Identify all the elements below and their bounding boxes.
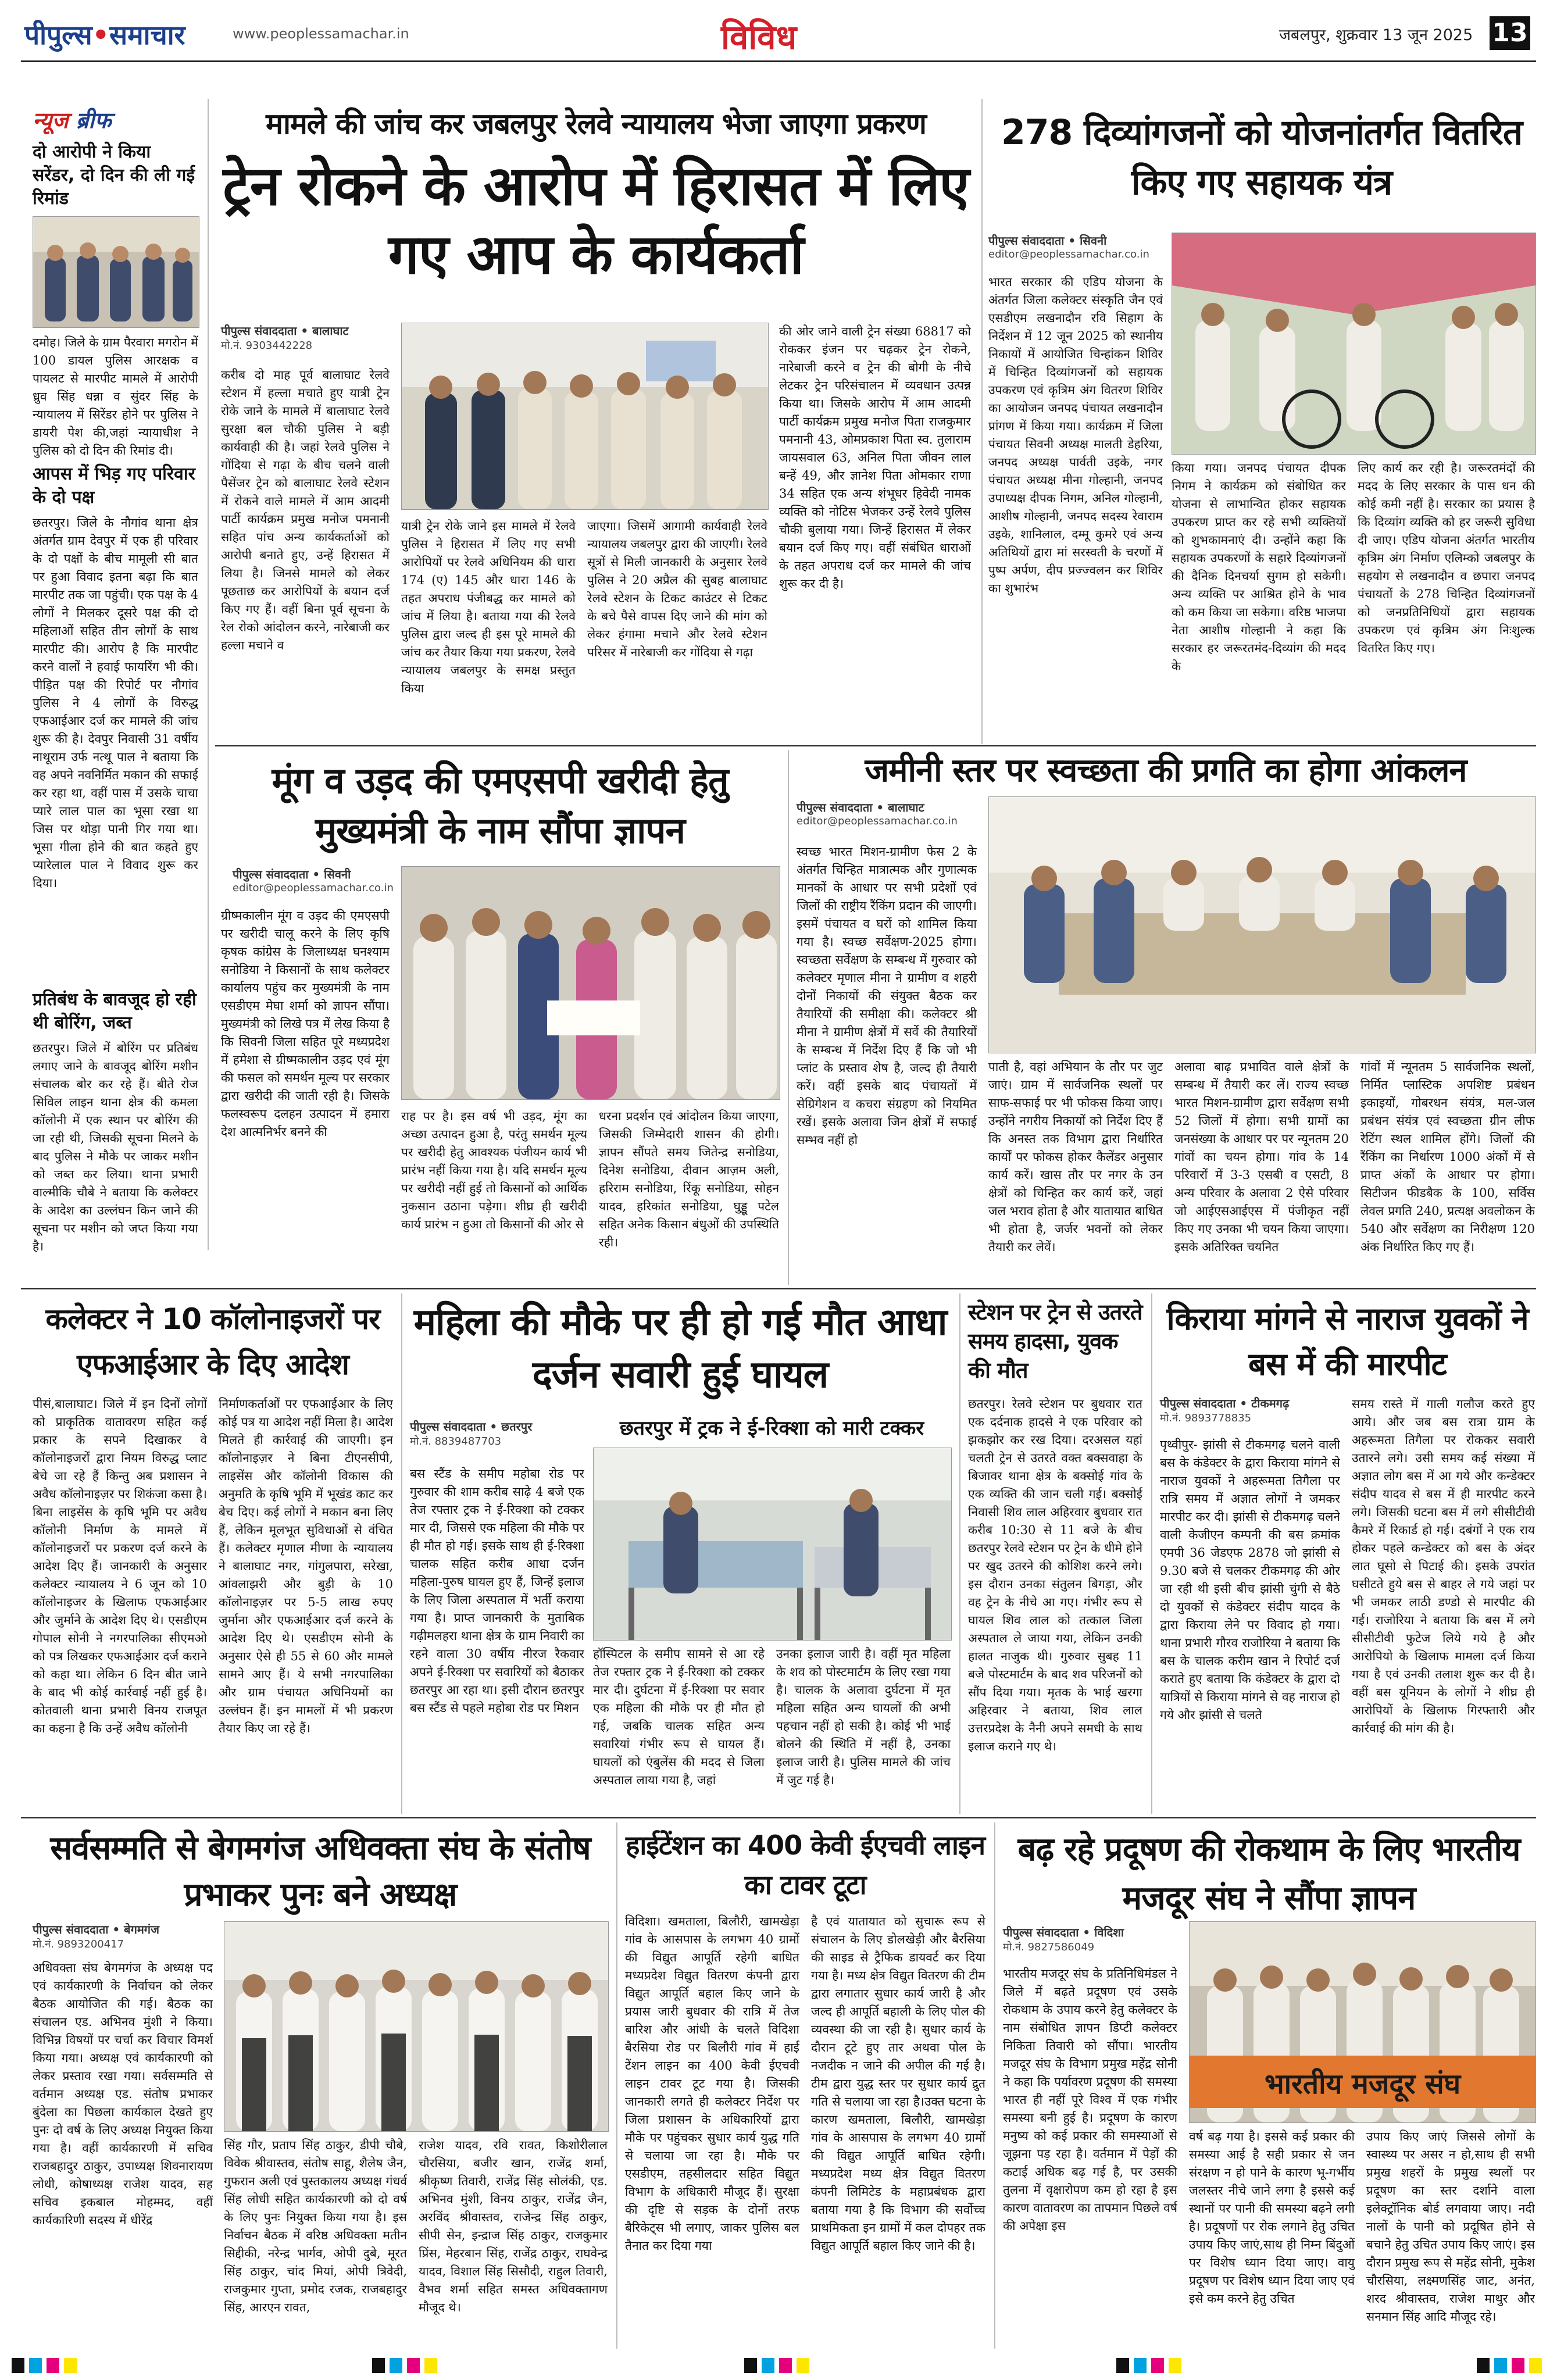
a9-col-3: राजेश यादव, रवि रावत, किशोरीलाल चौरसिया, बजीर खान, राजेंद्र शर्मा, श्रीकृष्ण तिवारी, राजेंद्र सिंह सोलंकी, एड. अभिनव मुंशी, विनय ठाकुर, राजेंद्र जैन, अरविंद श्रीवास्तव, राजेन्द्र सिंह ठाकुर, सीपी सेन, इन्द्राज सिंह ठाकुर, राजकुमार प्रिंस, मेहरबान सिंह, राजेंद्र ठाकुर, राघवेन्द्र यादव, विशाल सिंह सिसौदी, राहुल तिवारी, वैभव शर्मा सहित समस्त अधिवक्तागण मौजूद थे। bbox=[419, 2138, 608, 2314]
color-registration-strip bbox=[0, 2354, 1557, 2378]
a1-byline-text: पीपुल्स संवाददाता • बालाघाट bbox=[221, 324, 349, 338]
a6-byline bbox=[410, 1418, 584, 1448]
a3-divider bbox=[788, 750, 789, 1285]
masthead-rule bbox=[21, 60, 1536, 62]
news-brief bbox=[33, 105, 198, 1273]
a6-col-1: बस स्टैंड के समीप महोबा रोड पर गुरुवार की शाम करीब साढ़े 4 बजे एक तेज रफ्तार ट्रक ने ई-रिक्शा को टक्कर मार दी, जिससे एक महिला की मौके पर ही मौत हो गई। इसके साथ ही ई-रिक्शा चालक सहित करीब आधा दर्जन महिला-पुरुष घायल हुए हैं, जिन्हें इलाज के लिए जिला अस्पताल में भर्ती कराया गया है। प्राप्त जानकारी के मुताबिक गढ़ीमलहरा थाना क्षेत्र के ग्राम निवारी का रहने वाला 30 वर्षीय नीरज रैकवार अपने ई-रिक्शा पर सवारियों को बैठाकर छतरपुर आ रहा था। इसी दौरान छतरपुर बस स्टैंड से पहले महोबा रोड पर मिशन bbox=[410, 1467, 584, 1715]
a4-col-2: पाती है, वहां अभियान के तौर पर जुट जाएं। ग्राम में सार्वजनिक स्थलों पर साफ-सफाई पर भी फोकस किया जाए। उन्होंने नगरीय निकायों को निर्देश दिए हैं कि अनस्त तक विभाग द्वारा निर्धारित कार्यों पर फोकस होकर कैलेंडर अनुसार कार्य करें। खास तौर पर नगर के उन क्षेत्रों को चिन्हित कर कार्य करें, जहां जल भराव होता है और यातायात बाधित भी होता है, जर्जर भवनों को लेकर तैयारी कर लेवें। bbox=[988, 1060, 1163, 1254]
brief-text-3: छतरपुर। जिले में बोरिंग पर प्रतिबंध लगाए जाने के बावजूद बोरिंग मशीन संचालक बोर कर रहे हैं। बीते रोज सिविल लाइन थाना क्षेत्र की कमला कॉलोनी में एक स्थान पर बोरिंग की जा रही थी, जिसकी सूचना मिलने के बाद पुलिस ने मौके पर जाकर मशीन को जब्त कर लिया। थाना प्रभारी वाल्मीकि चौबे ने बताया कि कलेक्टर के आदेश का उल्लंघन किन जाने की सूचना पर मशीन को जप्त किया गया है। bbox=[33, 1041, 198, 1253]
paper-name: पीपुल्स bbox=[24, 19, 92, 51]
a11-col-1: भारतीय मजदूर संघ के प्रतिनिधिमंडल ने जिले में बढ़ते प्रदूषण एवं उसके रोकथाम के उपाय करने हेतु कलेक्टर के नाम संबोधित ज्ञापन डिप्टी कलेक्टर निकिता तिवारी को सौंपा। भारतीय मजदूर संघ के विभाग प्रमुख महेंद्र सोनी ने कहा कि पर्यावरण प्रदूषण की समस्या भारत ही नहीं पूरे विश्व में एक गंभीर समस्या बनी हुई है। प्रदूषण के कारण मनुष्य को कई प्रकार की समस्याओं से जूझना पड़ रहा है। वर्तमान में पेड़ों की कटाई अधिक बढ़ गई है, पर उसकी तुलना में वृक्षारोपण कम हो रहा है इस कारण वातावरण का तापमान पिछले वर्ष की अपेक्षा इस bbox=[1003, 1967, 1177, 2233]
brief-label-2: ब्रीफ bbox=[76, 108, 112, 133]
a6-subhead: छतरपुर में ट्रक ने ई-रिक्शा को मारी टक्कर bbox=[619, 1417, 924, 1440]
a3-headline: मूंग व उड़द की एमएसपी खरीदी हेतु मुख्यमंत्री के नाम सौंपा ज्ञापन bbox=[272, 759, 728, 852]
a9-byline bbox=[33, 1921, 219, 1951]
brief-text-1: दमोह। जिले के ग्राम पैरवारा मगरोन में 100 डायल पुलिस आरक्षक व पायलट से मारपीट मामले में आरोपी ध्रुव सिंह धन्ना व सुंदर सिंह के न्यायालय में सिरेंडर होने पर पुलिस ने डायरी पेश की,जहां न्यायाधीश ने पुलिस को दो दिन की रिमांड दी। bbox=[33, 335, 198, 458]
a8-col-1: पृथ्वीपुर- झांसी से टीकमगढ़ चलने वाली बस के कंडेक्टर के द्वारा किराया मांगने से नाराज युवकों ने अहरूमता तिगैला पर रात्रि समय में अज्ञात लोगों ने जमकर मारपीट कर दी। झांसी से टीकमगढ़ चलने वाली केजीएन कम्पनी की बस क्रमांक एमपी 36 जेडएफ 2878 जो झांसी से 9.30 बजे से चलकर टीकमगढ़ की ओर जा रही थी इसी बीच झांसी चुंगी से बैठे दो युवकों से कंडेक्टर संदीप यादव के द्वारा किराया लेने पर विवाद हो गया। थाना प्रभारी गौरव राजोरिया ने बताया कि बस के चालक करीम खान ने रिपोर्ट दर्ज कराते हुए बताया कि कंडेक्टर के द्वारा दो यात्रियों से किराया मांगने से वह नाराज हो गये और झांसी से चलते bbox=[1160, 1438, 1340, 1722]
a1-mobile: मो.नं. 9303442228 bbox=[221, 340, 313, 352]
a6-col-2: हॉस्पिटल के समीप सामने से आ रहे तेज रफ्तार ट्रक ने ई-रिक्शा को टक्कर मार दी। दुर्घटना में ई-रिक्शा पर सवार एक महिला की मौके पर ही मौत हो गई, जबकि चालक सहित अन्य सवारियां गंभीर रूप से घायल हैं। घायलों को एंबुलेंस की मदद से जिला अस्पताल लाया गया है, जहां bbox=[593, 1647, 765, 1787]
page-number: 13 bbox=[1490, 16, 1530, 50]
a6-mobile: मो.नं. 8839487703 bbox=[410, 1435, 502, 1448]
a2-byline-text: पीपुल्स संवाददाता • सिवनी bbox=[988, 234, 1107, 248]
a1-photo-svg bbox=[402, 323, 768, 509]
a1-col-2: यात्री ट्रेन रोके जाने इस मामले में रेलवे पुलिस ने हिरासत में लिए गए सभी आरोपियों पर रेलवे अधिनियम की धारा 174 (ए) 145 और धारा 146 के तहत अपराध पंजीबद्ध कर मामले को जांच में लिया है। बताया गया की रेलवे पुलिस द्वारा जल्द ही इस पूरे मामले की जांच कर तैयार किया गया प्रकरण, रेलवे न्यायालय जबलपुर के समक्ष प्रस्तुत किया bbox=[401, 519, 576, 695]
a10-divider bbox=[994, 1822, 995, 2349]
a2-headline: 278 दिव्यांगजनों को योजनांतर्गत वितरित किए गए सहायक यंत्र bbox=[1001, 112, 1523, 203]
a3-col-2: राह पर है। इस वर्ष भी उड़द, मूंग का अच्छा उत्पादन हुआ है, परंतु समर्थन मूल्य पर खरीदी हेतु आवश्यक पंजीयन कार्य भी प्रारंभ नहीं किया गया है। यदि समर्थन मूल्य पर खरीदी नहीं हुई तो किसानों को आर्थिक नुकसान उठाना पड़ेगा। शीघ्र ही खरीदी कार्य प्रारंभ न हुआ तो किसानों की ओर से bbox=[401, 1109, 587, 1231]
a2-byline bbox=[988, 233, 1163, 260]
a7-headline: स्टेशन पर ट्रेन से उतरते समय हादसा, युवक की मौत bbox=[968, 1299, 1142, 1383]
a8-byline bbox=[1160, 1395, 1340, 1425]
a4-headline: जमीनी स्तर पर स्वच्छता की प्रगति का होगा आंकलन bbox=[865, 752, 1467, 789]
brief-label-1: न्यूज bbox=[33, 108, 69, 133]
a5-divider bbox=[401, 1293, 402, 1814]
a4-col-3: अलावा बाढ़ प्रभावित वाले क्षेत्रों के सम्बन्ध में तैयारी कर लें। राज्य स्वच्छ भारत मिशन-ग्रामीण द्वारा सर्वेक्षण सभी 52 जिलों में होगा। सभी ग्रामों का जनसंख्या के आधार पर पर न्यूनतम 20 गांवों का चयन होगा। गांव के 14 परिवारों में 3-3 एसबी व एसटी, 8 अन्य परिवार के अलावा 2 ऐसे परिवार जो आईएसआईएस में पंजीकृत नहीं किए गए उनका भी चयन किया जाएगा। इसके अतिरिक्त चयनित bbox=[1174, 1060, 1349, 1254]
a8-byline-text: पीपुल्स संवाददाता • टीकमगढ़ bbox=[1160, 1396, 1290, 1410]
a9-col-1: अधिवक्ता संघ बेगमगंज के अध्यक्ष पद एवं कार्यकारणी के निर्वाचन को लेकर बैठक आयोजित की गई। बैठक का संचालन एड. अभिनव मुंशी ने किया। विभिन्न विषयों पर चर्चा कर विचार विमर्श किया गया। अध्यक्ष एवं कार्यकारणी को लेकर प्रस्ताव रखा गया। सर्वसम्मति से वर्तमान अध्यक्ष एड. संतोष प्रभाकर बुंदेला का पिछला कार्यकाल देखते हुए पुनः दो वर्ष के लिए अध्यक्ष नियुक्त किया गया है। वहीं कार्यकारणी में सचिव राजबहादुर ठाकुर, उपाध्यक्ष शिवनारायण लोधी, कोषाध्यक्ष राजेश यादव, सह सचिव इकबाल मोहम्मद, वहीं कार्यकारिणी सदस्य में धीरेंद्र bbox=[33, 1961, 213, 2227]
brief-headline-1: दो आरोपी ने किया सरेंडर, दो दिन की ली गई रिमांड bbox=[33, 142, 195, 209]
a3-photo-svg bbox=[402, 867, 780, 1099]
a6-byline-text: पीपुल्स संवाददाता • छतरपुर bbox=[410, 1420, 533, 1434]
a4-col-1: स्वच्छ भारत मिशन-ग्रामीण फेस 2 के अंतर्गत चिन्हित मात्रात्मक और गुणात्मक मानकों के आधार पर सभी प्रदेशों एवं जिलों की राष्ट्रीय रैंकिंग प्रदान की जाएगी। इसमें पंचायत व घरों को शामिल किया गया है। स्वच्छ सर्वेक्षण-2025 होगा। स्वच्छता सर्वेक्षण के सम्बन्ध में गुरुवार को कलेक्टर मृणाल मीना ने ग्रामीण व शहरी दोनों निकायों की संयुक्त बैठक कर तैयारियों की समीक्षा की। कलेक्टर श्री मीना ने ग्रामीण क्षेत्रों में सर्वे की तैयारियों के सम्बन्ध में निर्देश दिए हैं कि जो भी प्लांट के प्रस्ताव शेष है, जल्द ही तैयारी करें। वहीं इसके बाद पंचायतों में सेग्रिगेशन व कचरा संग्रहण को नियमित रखें। इसके अलावा जिन क्षेत्रों में सफाई सम्भव नहीं हो bbox=[797, 845, 977, 1147]
a3-byline bbox=[233, 866, 407, 894]
color-strip-svg bbox=[0, 2354, 1557, 2378]
a4-photo-svg bbox=[989, 797, 1535, 1053]
brief-photo-svg bbox=[33, 217, 199, 327]
a8-mobile: मो.नं. 9893778835 bbox=[1160, 1412, 1252, 1424]
section-title: विविध bbox=[721, 17, 797, 57]
a2-photo bbox=[1172, 233, 1536, 455]
a9-photo bbox=[224, 1921, 609, 2132]
a4-photo bbox=[988, 796, 1536, 1053]
a11-byline-text: पीपुल्स संवाददाता • विदिशा bbox=[1003, 1925, 1124, 1939]
brief-headline-3: प्रतिबंध के बावजूद हो रही थी बोरिंग, जब्त bbox=[33, 989, 197, 1033]
a2-col-2: किया गया। जनपद पंचायत दीपक निगम ने कार्यक्रम को संबोधित कर योजना से लाभान्वित होकर सहायक उपकरण प्राप्त कर रहे सभी व्यक्तियों को शुभकामनाएं दी। उन्होंने कहा कि सहायक उपकरणों के सहारे दिव्यांगजनों की दैनिक दिनचर्या सुगम हो सकेगी। अन्य व्यक्ति पर आश्रित होने के भाव को कम किया जा सकेगा। वरिष्ठ भाजपा नेता आशीष गोल्हानी ने कहा कि सरकार हर जरूरतमंद-दिव्यांग की मदद के bbox=[1172, 461, 1346, 673]
a3-col-1: ग्रीष्मकालीन मूंग व उड़द की एमएसपी पर खरीदी चालू करने के लिए कृषि कृषक कांग्रेस के जिलाध्यक्ष घनश्याम सनोडिया ने किसानों के साथ कलेक्टर कार्यालय पहुंच कर मुख्यमंत्री के नाम एसडीएम मेघा शर्मा को ज्ञापन सौंपा। मुख्यमंत्री को लिखे पत्र में लेख किया है कि सिवनी जिला सहित पूरे मध्यप्रदेश में हमेशा से ग्रीष्मकालीन उड़द एवं मूंग की फसल को समर्थन मूल्य पर सरकार द्वारा खरीदी की जाती रही है। जिसके फलस्वरूप दलहन उत्पादन में हमारा देश आत्मनिर्भर बनने की bbox=[221, 909, 390, 1139]
a6-divider bbox=[959, 1293, 960, 1814]
a3-col-3: धरना प्रदर्शन एवं आंदोलन किया जाएगा, जिसकी जिम्मेदारी शासन की होगी। ज्ञापन सौंपते समय जितेन्द्र सनोडिया, दिनेश सनोडिया, दीवान आज़म अली, हरिराम सनोडिया, रिंकू सनोडिया, सोहन यादव, हरिकांत सनोडिया, घुड्डू पटेल सहित अनेक किसान बंधुओं की उपस्थिति रही। bbox=[599, 1109, 779, 1249]
a9-headline: सर्वसम्मति से बेगमगंज अधिवक्ता संघ के संतोष प्रभाकर पुनः बने अध्यक्ष bbox=[50, 1829, 591, 1914]
paper-logo: पीपुल्स•समाचार bbox=[24, 19, 185, 51]
a1-col-4: की ओर जाने वाली ट्रेन संख्या 68817 को रोककर इंजन पर चढ़कर ट्रेन रोकने, नारेबाजी करने व ट्रेन की बोगी के नीचे लेटकर ट्रेन परिसंचालन में व्यवधान उत्पन्न किया था। जिसके आरोप में आम आदमी पार्टी कार्यक्रम प्रमुख मनोज पिता राजकुमार पमनानी 43, ओमप्रकाश पिता स्व. तुलाराम जायसवाल 63, अनिल पिता जीवन लाल बन्हें 49, और ज्ञानेश पिता ओमकार राणा 34 सहित एक अन्य शंभूधर हिवेदी नामक व्यक्ति को नोटिस भेजकर उन्हें रेलवे पुलिस चौकी बुलाया गया। जिन्हें हिरासत में लेकर बयान दर्ज किए गए। वहीं संबंधित धाराओं के तहत अपराध दर्ज कर मामले की जांच शुरू कर दी है। bbox=[779, 324, 971, 591]
rule-3 bbox=[21, 1817, 1536, 1818]
a3-email: editor@peoplessamachar.co.in bbox=[233, 882, 394, 894]
a9-col-2: सिंह गौर, प्रताप सिंह ठाकुर, डीपी चौबे, विवेक श्रीवास्तव, संतोष साहू, शैलेष जैन, गुफरान अली एवं पुस्तकालय अध्यक्ष गंधर्व सिंह लोधी सहित कार्यकारणी को दो वर्ष के लिए पुनः नियुक्त किया गया है। इस निर्वाचन बैठक में वरिष्ठ अधिवक्ता मतीन सिद्दीकी, नरेन्द्र भार्गव, ओपी दुबे, मूरत सिंह ठाकुर, चांद मियां, ओपी त्रिवेदी, राजकुमार गुप्ता, प्रमोद रजक, राजबहादुर सिंह, आरएन रावत, bbox=[224, 2138, 407, 2314]
a2-photo-svg bbox=[1172, 233, 1535, 454]
a11-byline bbox=[1003, 1924, 1177, 1954]
a11-mobile: मो.नं. 9827586049 bbox=[1003, 1941, 1095, 1953]
rule-1 bbox=[215, 745, 1536, 746]
a9-mobile: मो.नं. 9893200417 bbox=[33, 1938, 124, 1950]
a2-col-3: लिए कार्य कर रही है। जरूरतमंदों की मदद के लिए सरकार के पास धन की कोई कमी नहीं है। सरकार का प्रयास है कि दिव्यांग व्यक्ति को हर जरूरी सुविधा दी जाए। एडिप योजना अंतर्गत भारतीय कृत्रिम अंग निर्माण एलिम्को जबलपुर के सहयोग से लखनादौन व छपारा जनपद पंचायतों के 278 चिन्हित दिव्यांगजनों को जनप्रतिनिधियों द्वारा सहायक उपकरण एवं कृत्रिम अंग निःशुल्क वितरित किए गए। bbox=[1358, 461, 1535, 655]
brief-text-2: छतरपुर। जिले के नौगांव थाना क्षेत्र अंतर्गत ग्राम देवपुर में एक ही परिवार के दो पक्षों के बीच मामूली सी बात पर हुआ विवाद इतना बढ़ा कि बात मारपीट तक जा पहुंची। एक पक्ष के 4 लोगों ने मिलकर दूसरे पक्ष की दो महिलाओं सहित तीन लोगों के साथ मारपीट की। आरोप है कि मारपीट करने वालों ने हवाई फायरिंग भी की। पीड़ित पक्ष की रिपोर्ट पर नौगांव पुलिस ने 4 लोगों के विरुद्ध एफआईआर दर्ज कर मामले की जांच शुरू की है। देवपुर निवासी 31 वर्षीय नाथूराम उर्फ नत्थू पाल ने बताया कि वह अपने नवनिर्मित मकान की सफाई कर रहा था, वहीं पास में उसके चाचा प्यारे लाल पाल का भूसा रखा था जिस पर थोड़ा पानी गिर गया था। भूसा गीला होने की बात कहते हुए प्यारेलाल पाल ने विवाद शुरू कर दिया। bbox=[33, 516, 198, 890]
rule-2 bbox=[21, 1288, 1536, 1289]
a4-byline-text: पीपुल्स संवाददाता • बालाघाट bbox=[797, 801, 924, 814]
a11-headline: बढ़ रहे प्रदूषण की रोकथाम के लिए भारतीय मजदूर संघ ने सौंपा ज्ञापन bbox=[1017, 1831, 1520, 1917]
a1-divider bbox=[981, 99, 983, 744]
a1-byline bbox=[221, 323, 395, 352]
a6-col-3: उनका इलाज जारी है। वहीं मृत महिला के शव को पोस्टमार्टम के लिए रखा गया है। चालक के अलावा दुर्घटना में मृत महिला सहित अन्य घायलों की अभी पहचान नहीं हो सकी है। कोई भी भाई बोलने की स्थिति में नहीं है, उनका इलाज जारी है। पुलिस मामले की जांच में जुट गई है। bbox=[776, 1647, 951, 1787]
a11-col-3: उपाय किए जाएं जिससे लोगों के स्वास्थ्य पर असर न हो,साथ ही सभी प्रमुख शहरों के प्रमुख स्थलों पर प्रदूषण का स्तर दर्शाने वाला इलेक्ट्रॉनिक बोर्ड लगवाया जाए। नदी नालों के पानी को प्रदूषित होने से बचाने हेतु उचित उपाय किए जाएं। इस दौरान प्रमुख रूप से महेंद्र सोनी, मुकेश चौरसिया, लक्ष्मणसिंह जाट, अनंत, शरद श्रीवास्तव, राजेश माथुर और सनमान सिंह आदि मौजूद रहे। bbox=[1366, 2129, 1535, 2324]
a2-email: editor@peoplessamachar.co.in bbox=[988, 248, 1149, 260]
a1-kicker: मामले की जांच कर जबलपुर रेलवे न्यायालय भेजा जाएगा प्रकरण bbox=[266, 107, 926, 141]
a1-col-3: जाएगा। जिसमें आगामी कार्यवाही रेलवे न्यायालय जबलपुर द्वारा की जाएगी। रेलवे सूत्रों से मिली जानकारी के अनुसार रेलवे पुलिस ने 20 अप्रैल की सुबह बालाघाट रेलवे स्टेशन के टिकट काउंटर से टिकट के बचे पैसे वापस दिए जाने की मांग को लेकर हंगामा मचाने और रेलवे स्टेशन परिसर में नारेबाजी कर गोंदिया से गढ़ा bbox=[587, 519, 767, 659]
paper-name-2: समाचार bbox=[109, 19, 185, 51]
a6-photo bbox=[593, 1448, 952, 1641]
a8-headline: किराया मांगने से नाराज युवकों ने बस में की मारपीट bbox=[1166, 1300, 1529, 1382]
a3-photo bbox=[401, 866, 780, 1100]
brief-photo bbox=[33, 216, 199, 328]
a5-col-1: पीसं,बालाघाट। जिले में इन दिनों लोगों को प्राकृतिक वातावरण सहित कई प्रकार के सपने दिखाकर वे कॉलोनाइजरों द्वारा नियम विरुद्ध प्लाट बेचे जा रहे हैं किन्तु अब प्रशासन ने अवैध कॉलोनाइज़र पर शिकंजा कसा है। बिना लाइसेंस के कृषि भूमि पर अवैध कॉलोनी निर्माण के मामले में कॉलोनाइजरों पर प्रकरण दर्ज करने के आदेश दिए हैं। जानकारी के अनुसार कलेक्टर न्यायालय ने 6 जून को 10 कॉलोनाइजर के खिलाफ एफआईआर और जुर्माने के आदेश दिए थे। एसडीएम गोपाल सोनी ने नगरपालिका सीएमओ को पत्र लिखकर एफआईआर दर्ज कराने को कहा था। लेकिन 6 दिन बीत जाने के बाद भी कोई कार्रवाई नहीं हुई है। कोतवाली थाना प्रभारी विनय राजपूत का कहना है कि उन्हें अवैध कॉलोनी bbox=[33, 1397, 207, 1735]
a5-col-2: निर्माणकर्ताओं पर एफआईआर के लिए कोई पत्र या आदेश नहीं मिला है। आदेश मिलते ही कार्रवाई की जाएगी। इन कॉलोनाइज़र ने बिना टीएनसीपी, लाइसेंस और कॉलोनी विकास की अनुमति के कृषि भूमि में भूखंड काट कर बेच दिए। कई लोगों ने मकान बना लिए हैं, लेकिन मूलभूत सुविधाओं से वंचित हैं। कलेक्टर मृणाल मीणा के न्यायालय ने बालाघाट नगर, गांगुलपारा, सरेखा, आंवलाझरी और बुड़ी के 10 कॉलोनाइज़र पर 5-5 लाख रुपए जुर्माना और एफआईआर दर्ज करने के आदेश दिए थे। एसडीएम सोनी के अनुसार ऐसे ही 55 से 60 और मामले सामने आए हैं। ये सभी नगरपालिका और ग्राम पंचायत अधिनियमों का उल्लंघन हैं। इन मामलों में भी प्रकरण तैयार किए जा रहे हैं। bbox=[219, 1397, 393, 1735]
a3-byline-text: पीपुल्स संवाददाता • सिवनी bbox=[233, 867, 351, 881]
a6-photo-svg bbox=[594, 1448, 951, 1640]
a11-col-2: वर्ष बढ़ गया है। इससे कई प्रकार की समस्या आई है सही प्रकार से जन संरक्षण न हो पाने के कारण भू-गर्भीय जलस्तर नीचे जाने लगा है इससे कई स्थानों पर पानी की समस्या बढ़ने लगी है। प्रदूषणों पर रोक लगाने हेतु उचित उपाय किए जाएं,साथ ही निम्न बिंदुओं पर विशेष ध्यान दिया जाए। वायु प्रदूषण पर विशेष ध्यान दिया जाए एवं इसे कम करने हेतु उचित bbox=[1189, 2129, 1355, 2306]
a10-headline: हाईटेंशन का 400 केवी ईएचवी लाइन का टावर टूटा bbox=[625, 1829, 985, 1900]
a1-photo bbox=[401, 323, 769, 510]
a5-headline: कलेक्टर ने 10 कॉलोनाइजरों पर एफआईआर के दिए आदेश bbox=[45, 1302, 380, 1381]
site-url: www.peoplessamachar.in bbox=[233, 26, 409, 42]
a2-col-1: भारत सरकार की एडिप योजना के अंतर्गत जिला कलेक्टर संस्कृति जैन एवं एसडीएम लखनादौन रवि सिहाग के निर्देशन में 12 जून 2025 को स्थानीय निकायों में आयोजित चिन्हांकन शिविर में चिन्हित दिव्यांगजनों को सहायक उपकरण एवं कृत्रिम अंग वितरण शिविर का आयोजन जनपद पंचायत लखनादौन प्रांगण में किया गया। कार्यक्रम में जिला पंचायत सिवनी अध्यक्ष मालती डेहरिया, जनपद अध्यक्ष पार्वती उइके, नगर पंचायत अध्यक्ष मीना गोल्हानी, जनपद उपाध्यक्ष दीपक निगम, अनिल गोल्हानी, आशीष गोल्हानी, जनपद सदस्य रेवाराम उइके, शानिलाल, दम्मू कुमरे एवं अन्य अतिथियों द्वारा मां सरस्वती के चरणों में पुष्प अर्पण, दीप प्रज्ज्वलन कर शिविर का शुभारंभ bbox=[988, 275, 1163, 595]
a7-divider bbox=[1151, 1293, 1152, 1814]
masthead bbox=[0, 0, 1557, 64]
brief-divider bbox=[208, 99, 209, 1250]
a9-byline-text: पीपुल्स संवाददाता • बेगमगंज bbox=[33, 1922, 159, 1936]
brief-label bbox=[33, 105, 198, 135]
a11-photo bbox=[1189, 1921, 1536, 2123]
a4-byline bbox=[797, 799, 971, 827]
a10-col-1: विदिशा। खमताला, बिलौरी, खामखेड़ा गांव के आसपास के लगभग 40 ग्रामों की विद्युत आपूर्ति रहेगी बाधित मध्यप्रदेश विद्युत वितरण कंपनी द्वारा विद्युत आपूर्ति बहाल किए जाने के प्रयास जारी बुधवार की रात्रि में तेज बारिश और आंधी के चलते विदिशा बैरसिया रोड पर बिलौरी गांव में हाई टेंशन लाइन का 400 केवी ईएचवी लाइन टावर टूट गया है। जिसकी जानकारी लगते ही कलेक्टर निर्देश पर जिला प्रशासन के अधिकारियों द्वारा मौके पर पहुंचकर सुधार कार्य युद्ध गति से चलाया जा रहा है। मौके पर एसडीएम, तहसीलदार सहित विद्युत विभाग के अधिकारी मौजूद हैं। सुरक्षा की दृष्टि से सड़क के दोनों तरफ बैरिकेट्स भी लगाए, जाकर पुलिस बल तैनात कर दिया गया bbox=[625, 1914, 799, 2253]
dateline: जबलपुर, शुक्रवार 13 जून 2025 bbox=[1279, 26, 1473, 44]
a11-photo-banner: भारतीय मजदूर संघ bbox=[1264, 2068, 1461, 2100]
a1-col-1: करीब दो माह पूर्व बालाघाट रेलवे स्टेशन में हल्ला मचाते हुए यात्री ट्रेन रोके जाने के मामले में बालाघाट रेलवे सुरक्षा बल चौकी पुलिस ने बड़ी कार्यवाही की है। जहां रेलवे पुलिस ने गोंदिया से गढ़ा के बीच चलने वाली पैसेंजर ट्रेन को बालाघाट रेलवे स्टेशन में रोकने वाले मामले में आम आदमी पार्टी कार्यक्रम प्रमुख मनोज पमनानी सहित पांच अन्य कार्यकर्ताओं को आरोपी बनाते हुए, उन्हें हिरासत में लिया है। जिनसे मामले को लेकर पूछताछ कर आरोपियों के बयान दर्ज किए गए हैं। वहीं बिना पूर्व सूचना के रेल रोको आंदोलन करने, नारेबाजी कर हल्ला मचाने व bbox=[221, 368, 390, 652]
a8-col-2: समय रास्ते में गाली गलौज करते हुए आये। और जब बस रात्रा ग्राम के अहरूमता तिगैला पर रोककर सवारी उतारने लगे। उसी समय कई संख्या में अज्ञात लोग बस में आ गये और कन्डेक्टर संदीप यादव से बस में ही मारपीट करने लगे। जिसकी घटना बस में लगे सीसीटीवी कैमरे में रिकार्ड हो गई। दबंगों ने एक राय होकर पहले कन्डेक्टर को बस के अंदर लात घूसो से पिटाई की। इसके उपरांत घसीटते हुये बस से बाहर ले गये जहां पर भी जमकर लाठी डण्डो से मारपीट की गई। राजोरिया ने बताया कि बस में लगे सीसीटीवी फुटेज लिये गये है और आरोपियो के खिलाफ मामला दर्ज किया गया है एवं उनकी तलाश शुरू कर दी है। वहीं बस यूनियन के लोगों ने शीघ्र ही आरोपियों के खिलाफ गिरफ्तारी और कार्रवाई की मांग की है। bbox=[1352, 1397, 1535, 1735]
brief-headline-2: आपस में भिड़ गए परिवार के दो पक्ष bbox=[33, 464, 195, 508]
a10-col-2: है एवं यातायात को सुचारू रूप से संचालन के लिए डोलखेड़ी और बैरसिया की साइड से ट्रैफिक डायवर्ट कर दिया गया है। मध्य क्षेत्र विद्युत वितरण की टीम द्वारा लगातार सुधार कार्य जारी है और जल्द ही आपूर्ति बहाली के लिए पोल की व्यवस्था की जा रही है। सुधार कार्य के दौरान टूटे हुए तार अथवा पोल के नजदीक न जाने की अपील की गई है। टीम द्वारा युद्ध स्तर पर सुधार कार्य द्रुत गति से चलाया जा रहा है।उक्त घटना के कारण खमताला, बिलौरी, खामखेड़ा गांव के आसपास के लगभग 40 ग्रामों की विद्युत आपूर्ति बाधित रहेगी। मध्यप्रदेश मध्य क्षेत्र विद्युत वितरण कंपनी लिमिटेड के महाप्रबंधक द्वारा बताया गया है कि विभाग की सर्वोच्च प्राथमिकता इन ग्रामों में कल दोपहर तक विद्युत आपूर्ति बहाल किए जाने की है। bbox=[811, 1914, 985, 2253]
a6-headline: महिला की मौके पर ही हो गई मौत आधा दर्जन सवारी हुई घायल bbox=[413, 1301, 947, 1396]
a9-divider bbox=[616, 1822, 617, 2349]
a4-email: editor@peoplessamachar.co.in bbox=[797, 815, 958, 827]
a4-col-4: गांवों में न्यूनतम 5 सार्वजनिक स्थलों, निर्मित प्लास्टिक अपशिष्ट प्रबंधन इकाइयों, गोबरधन संयंत्र, मल-जल प्रबंधन संयंत्र एवं स्वच्छता ग्रीन लीफ रेटिंग स्थल शामिल होंगे। जिलों की रैंकिंग का निर्धारण 1000 अंकों में से प्राप्त अंकों के आधार पर होगा। सिटीजन फीडबैक के 100, सर्विस लेवल प्रगति 240, प्रत्यक्ष अवलोकन के 540 और सर्वेक्षण का निरीक्षण 120 अंक निर्धारित किए गए हैं। bbox=[1360, 1060, 1535, 1254]
a1-headline: ट्रेन रोकने के आरोप में हिरासत में लिए गए आप के कार्यकर्ता bbox=[223, 155, 969, 287]
a7-col-1: छतरपुर। रेलवे स्टेशन पर बुधवार रात एक दर्दनाक हादसे ने एक परिवार को झकझोर कर रख दिया। दरअसल यहां चलती ट्रेन से उतरते वक्त बक्सवाहा के बिजावर थाना क्षेत्र के बक्सोई गांव के एक व्यक्ति की जान चली गई। बक्सोई निवासी शिव लाल अहिरवार बुधवार रात करीब 10:30 से 11 बजे के बीच छतरपुर रेलवे स्टेशन पर ट्रेन के धीमे होने पर खुद उतरने की कोशिश करने लगे। इस दौरान उनका संतुलन बिगड़ा, और वह ट्रेन के नीचे आ गए। गंभीर रूप से घायल शिव लाल को तत्काल जिला अस्पताल ले जाया गया, लेकिन उनकी हालत नाजुक थी। गुरुवार सुबह 11 बजे पोस्टमार्टम के बाद शव परिजनों को सौंप दिया गया। मृतक के भाई खरगा अहिरवार ने बताया, शिव लाल उत्तरप्रदेश के नैनी अपने समधी के साथ इलाज कराने गए थे। bbox=[968, 1397, 1142, 1753]
a9-photo-svg bbox=[224, 1922, 608, 2131]
